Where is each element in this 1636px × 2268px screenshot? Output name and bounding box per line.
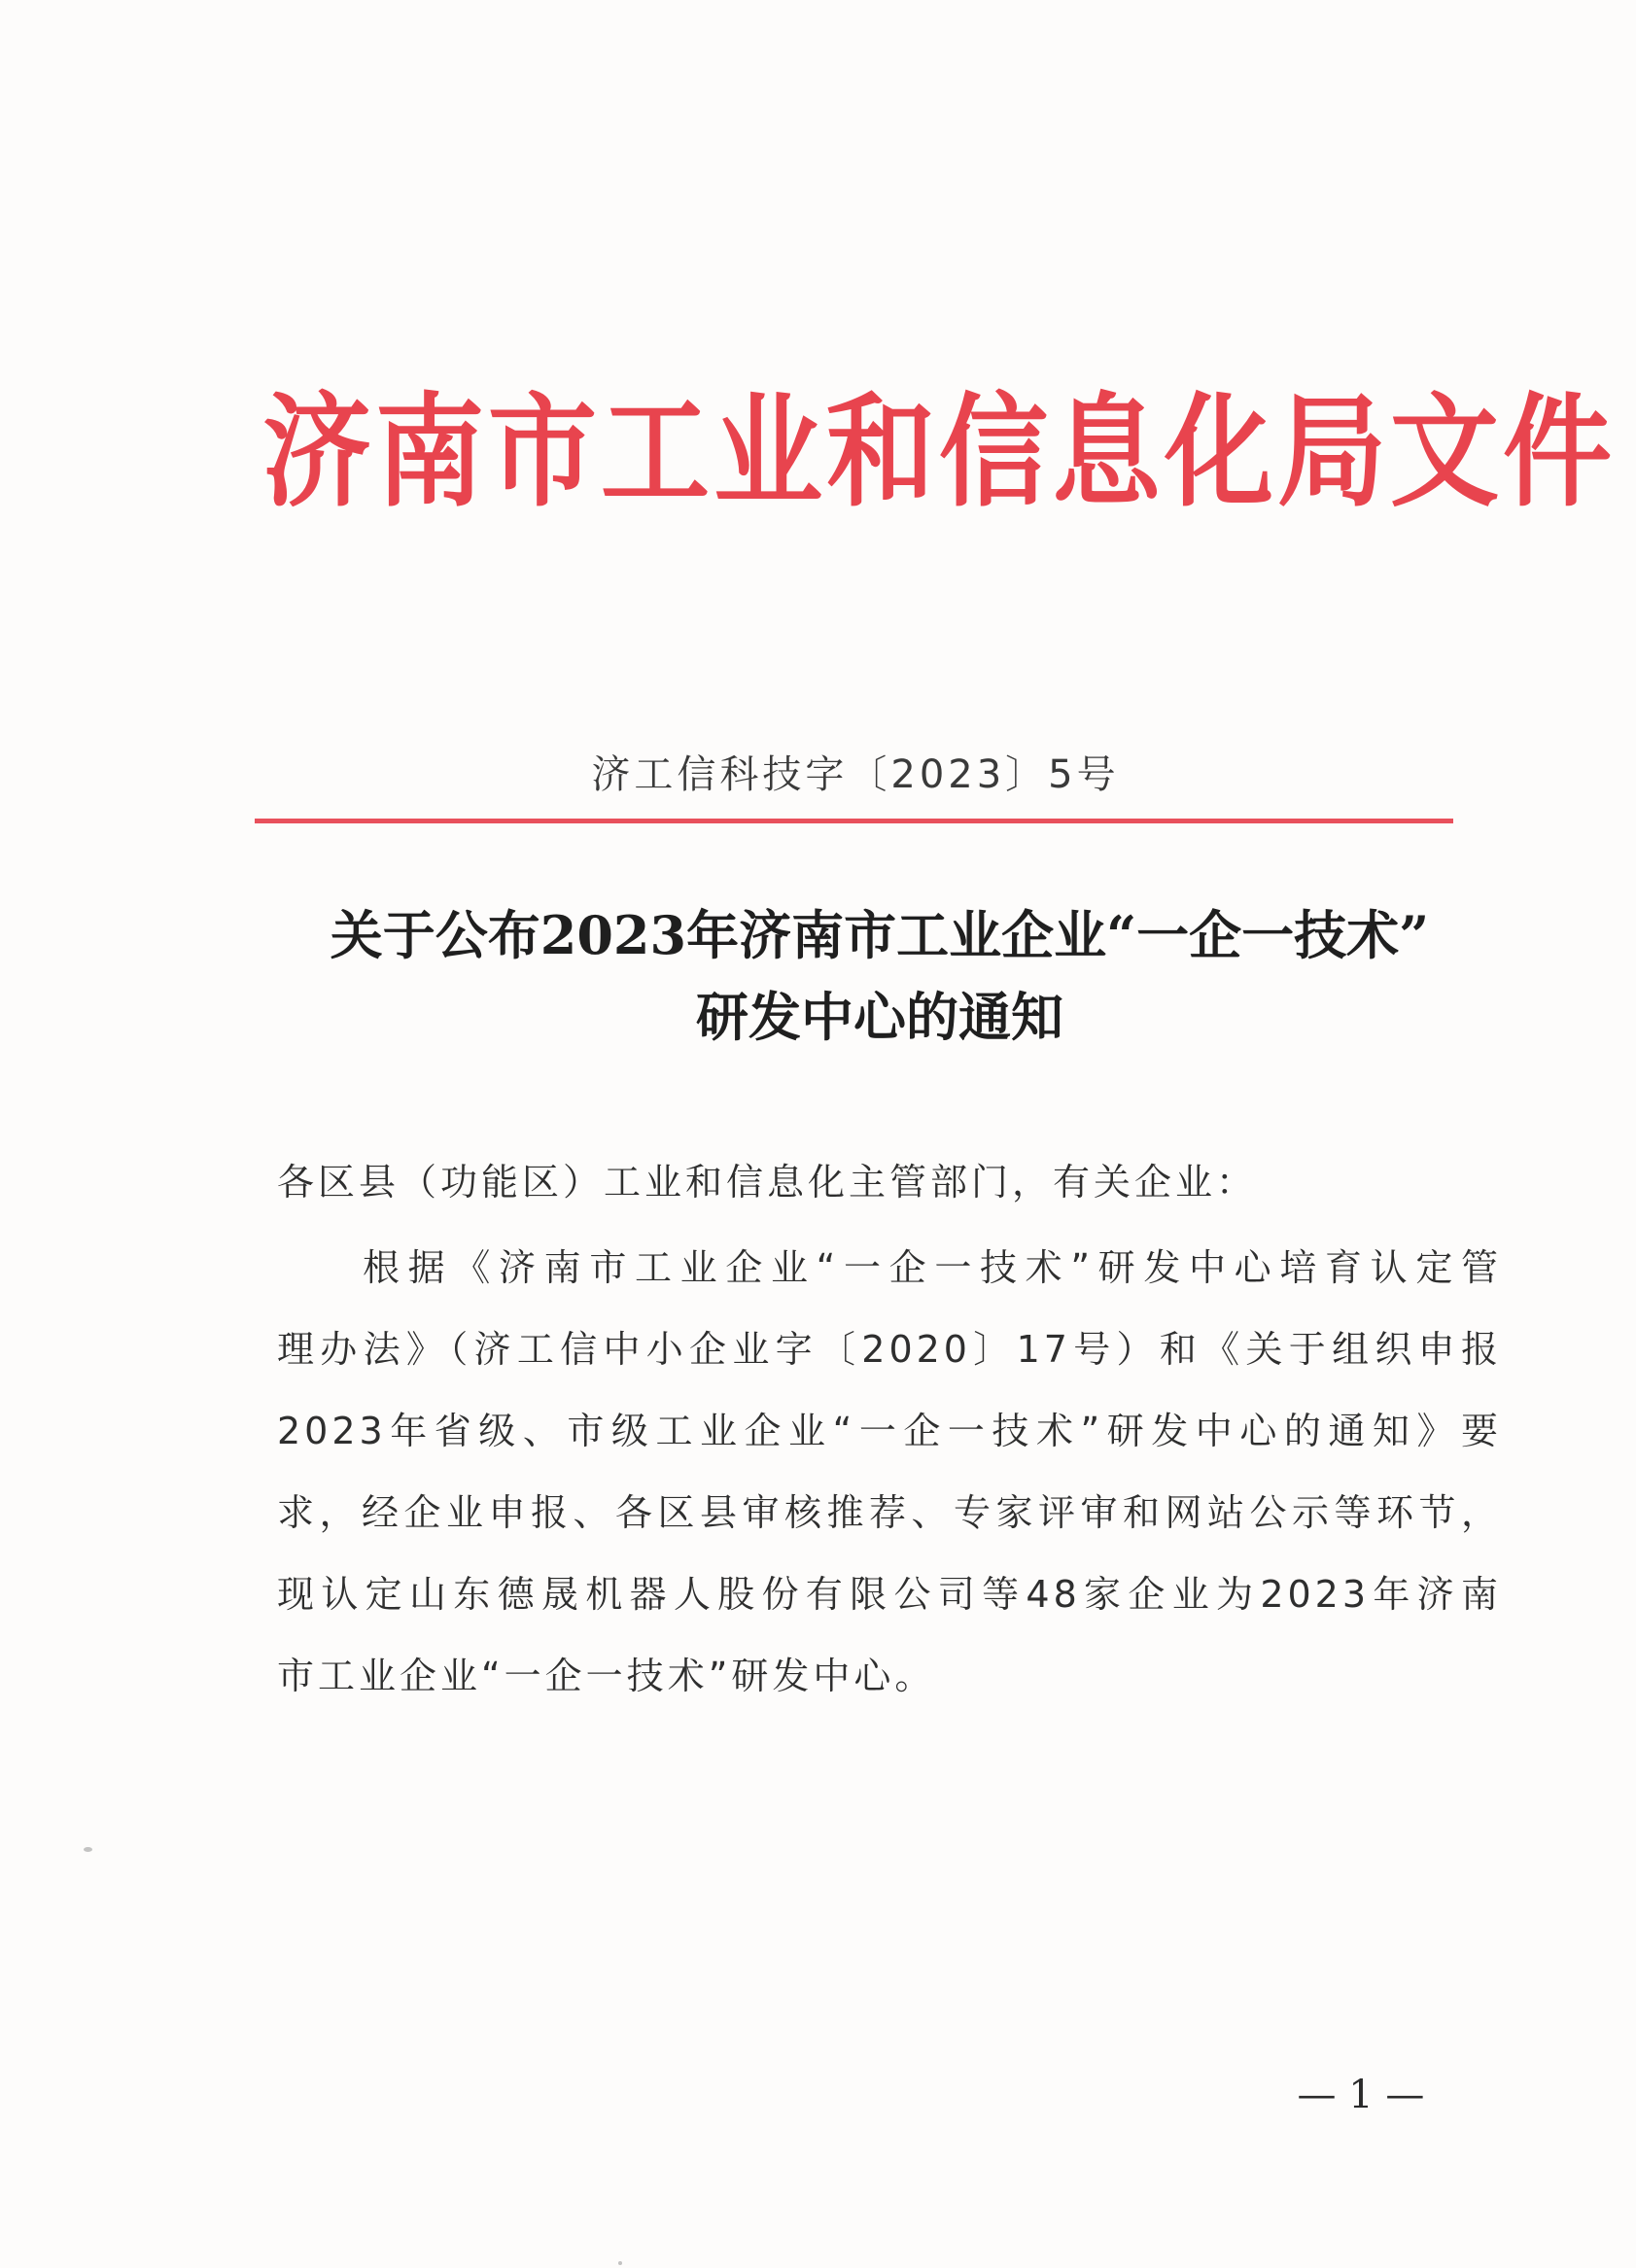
body-line: 现认定山东德晟机器人股份有限公司等48家企业为2023年济南 <box>277 1573 1502 1616</box>
body-line: 根据《济南市工业企业“一企一技术”研发中心培育认定管 <box>363 1246 1502 1289</box>
scan-speck <box>618 2261 622 2265</box>
body-line: 2023年省级、市级工业企业“一企一技术”研发中心的通知》要 <box>277 1410 1502 1452</box>
page-number: — 1 — <box>1297 2073 1425 2117</box>
issuing-authority-header: 济南市工业和信息化局文件 <box>262 380 1616 524</box>
notice-title-line-2: 研发中心的通知 <box>696 986 1063 1048</box>
body-paragraph <box>277 1227 1502 1717</box>
body-line: 求，经企业申报、各区县审核推荐、专家评审和网站公示等环节， <box>277 1491 1502 1534</box>
salutation: 各区县（功能区）工业和信息化主管部门，有关企业： <box>277 1161 1258 1204</box>
red-divider-line <box>255 819 1453 823</box>
body-line: 理办法》（济工信中小企业字〔2020〕17号）和《关于组织申报 <box>277 1328 1502 1371</box>
document-number: 济工信科技字〔2023〕5号 <box>591 752 1120 797</box>
notice-title <box>253 894 1507 1058</box>
body-line: 市工业企业“一企一技术”研发中心。 <box>277 1655 936 1697</box>
scan-speck <box>84 1847 92 1852</box>
notice-title-line-1: 关于公布2023年济南市工业企业“一企一技术” <box>330 904 1430 966</box>
